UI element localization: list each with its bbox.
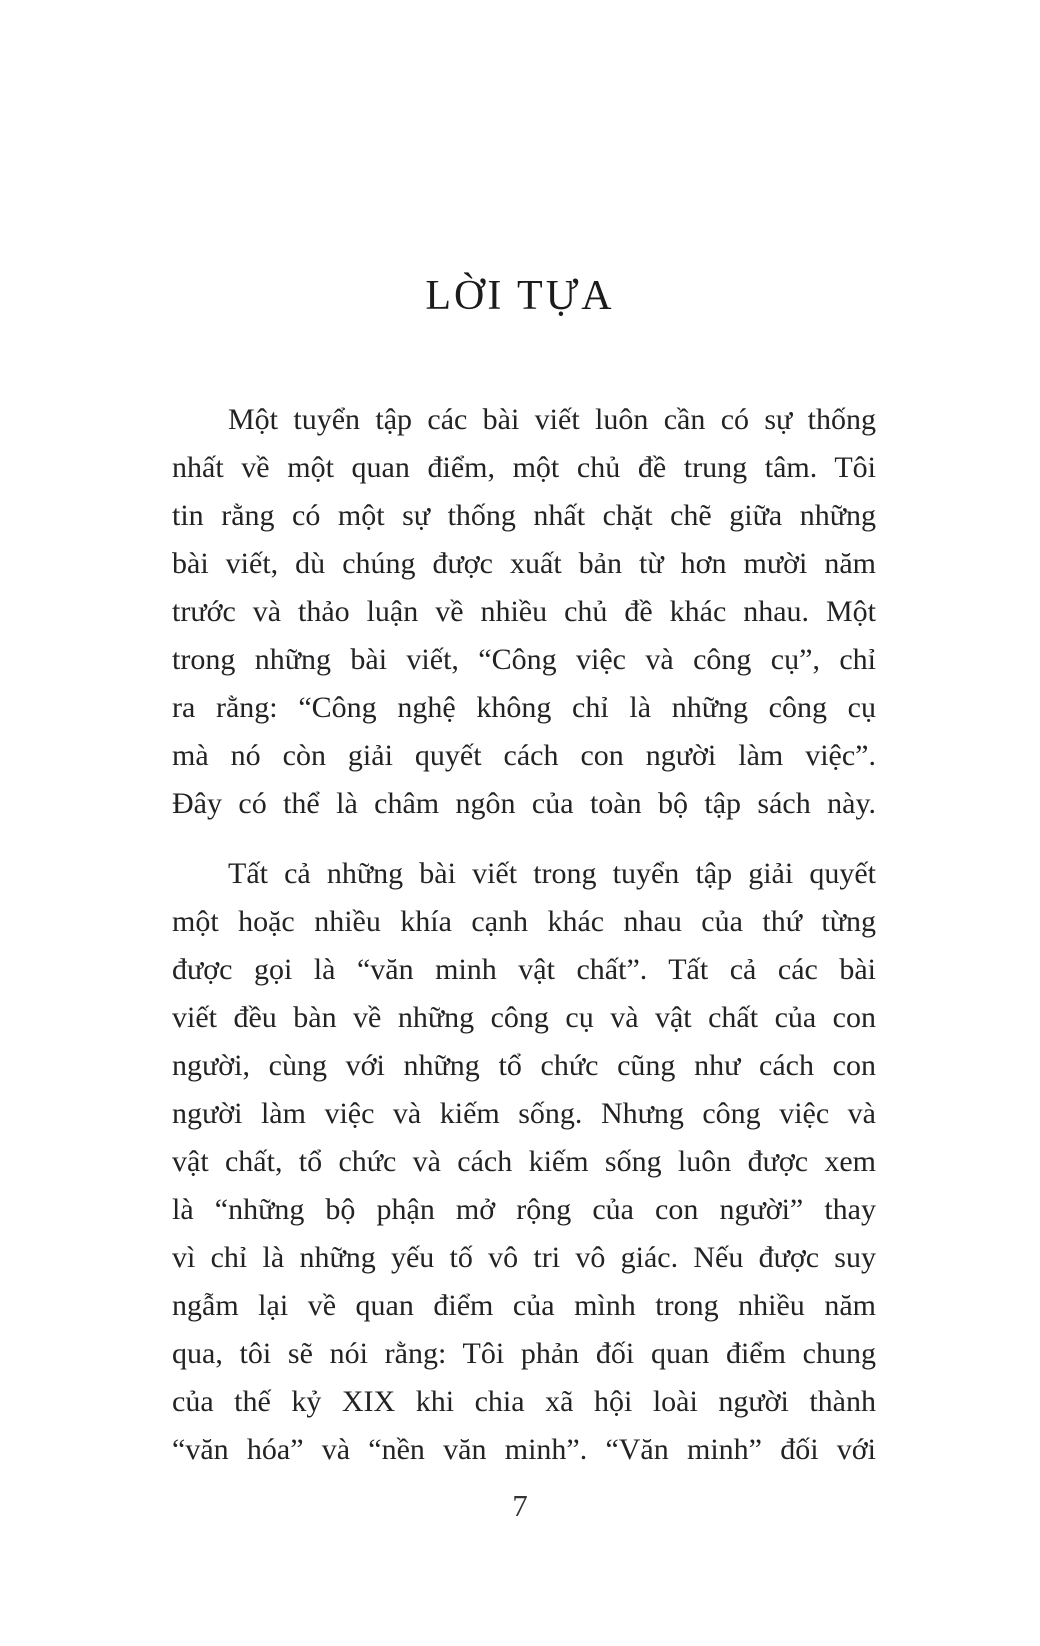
text-line: trong những bài viết, “Công việc và công cụ”, chỉ [172, 643, 876, 676]
chapter-title: LỜI TỰA [425, 273, 615, 319]
text-line: trước và thảo luận về nhiều chủ đề khác nhau. Một [172, 595, 876, 628]
paragraph [172, 850, 876, 1474]
text-line: ngẫm lại về quan điểm của mình trong nhiều năm [172, 1289, 876, 1322]
text-line: Đây có thể là châm ngôn của toàn bộ tập sách này. [172, 787, 876, 820]
text-line: ra rằng: “Công nghệ không chỉ là những công cụ [172, 691, 876, 724]
paragraph [172, 396, 876, 828]
text-line: một hoặc nhiều khía cạnh khác nhau của thứ từng [172, 905, 876, 938]
text-line: Một tuyển tập các bài viết luôn cần có sự thống [228, 403, 876, 436]
text-line: của thế kỷ XIX khi chia xã hội loài người thành [172, 1385, 876, 1418]
text-line: bài viết, dù chúng được xuất bản từ hơn mười năm [172, 547, 876, 580]
text-line: nhất về một quan điểm, một chủ đề trung tâm. Tôi [172, 451, 876, 484]
text-line: Tất cả những bài viết trong tuyển tập giải quyết [228, 857, 876, 890]
body-text [172, 396, 876, 1474]
text-line: “văn hóa” và “nền văn minh”. “Văn minh” đối với [172, 1433, 876, 1466]
text-line: viết đều bàn về những công cụ và vật chất của con [172, 1001, 876, 1034]
text-line: tin rằng có một sự thống nhất chặt chẽ giữa những [172, 499, 876, 532]
text-line: người làm việc và kiếm sống. Nhưng công việc và [172, 1097, 876, 1130]
text-line: vì chỉ là những yếu tố vô tri vô giác. Nếu được suy [172, 1241, 876, 1274]
text-line: người, cùng với những tổ chức cũng như cách con [172, 1049, 876, 1082]
text-line: qua, tôi sẽ nói rằng: Tôi phản đối quan điểm chung [172, 1337, 876, 1370]
text-line: được gọi là “văn minh vật chất”. Tất cả các bài [172, 953, 876, 986]
page-number: 7 [512, 1488, 528, 1523]
text-line: là “những bộ phận mở rộng của con người” thay [172, 1193, 876, 1226]
text-line: vật chất, tổ chức và cách kiếm sống luôn được xem [172, 1145, 876, 1178]
text-line: mà nó còn giải quyết cách con người làm việc”. [172, 739, 876, 772]
